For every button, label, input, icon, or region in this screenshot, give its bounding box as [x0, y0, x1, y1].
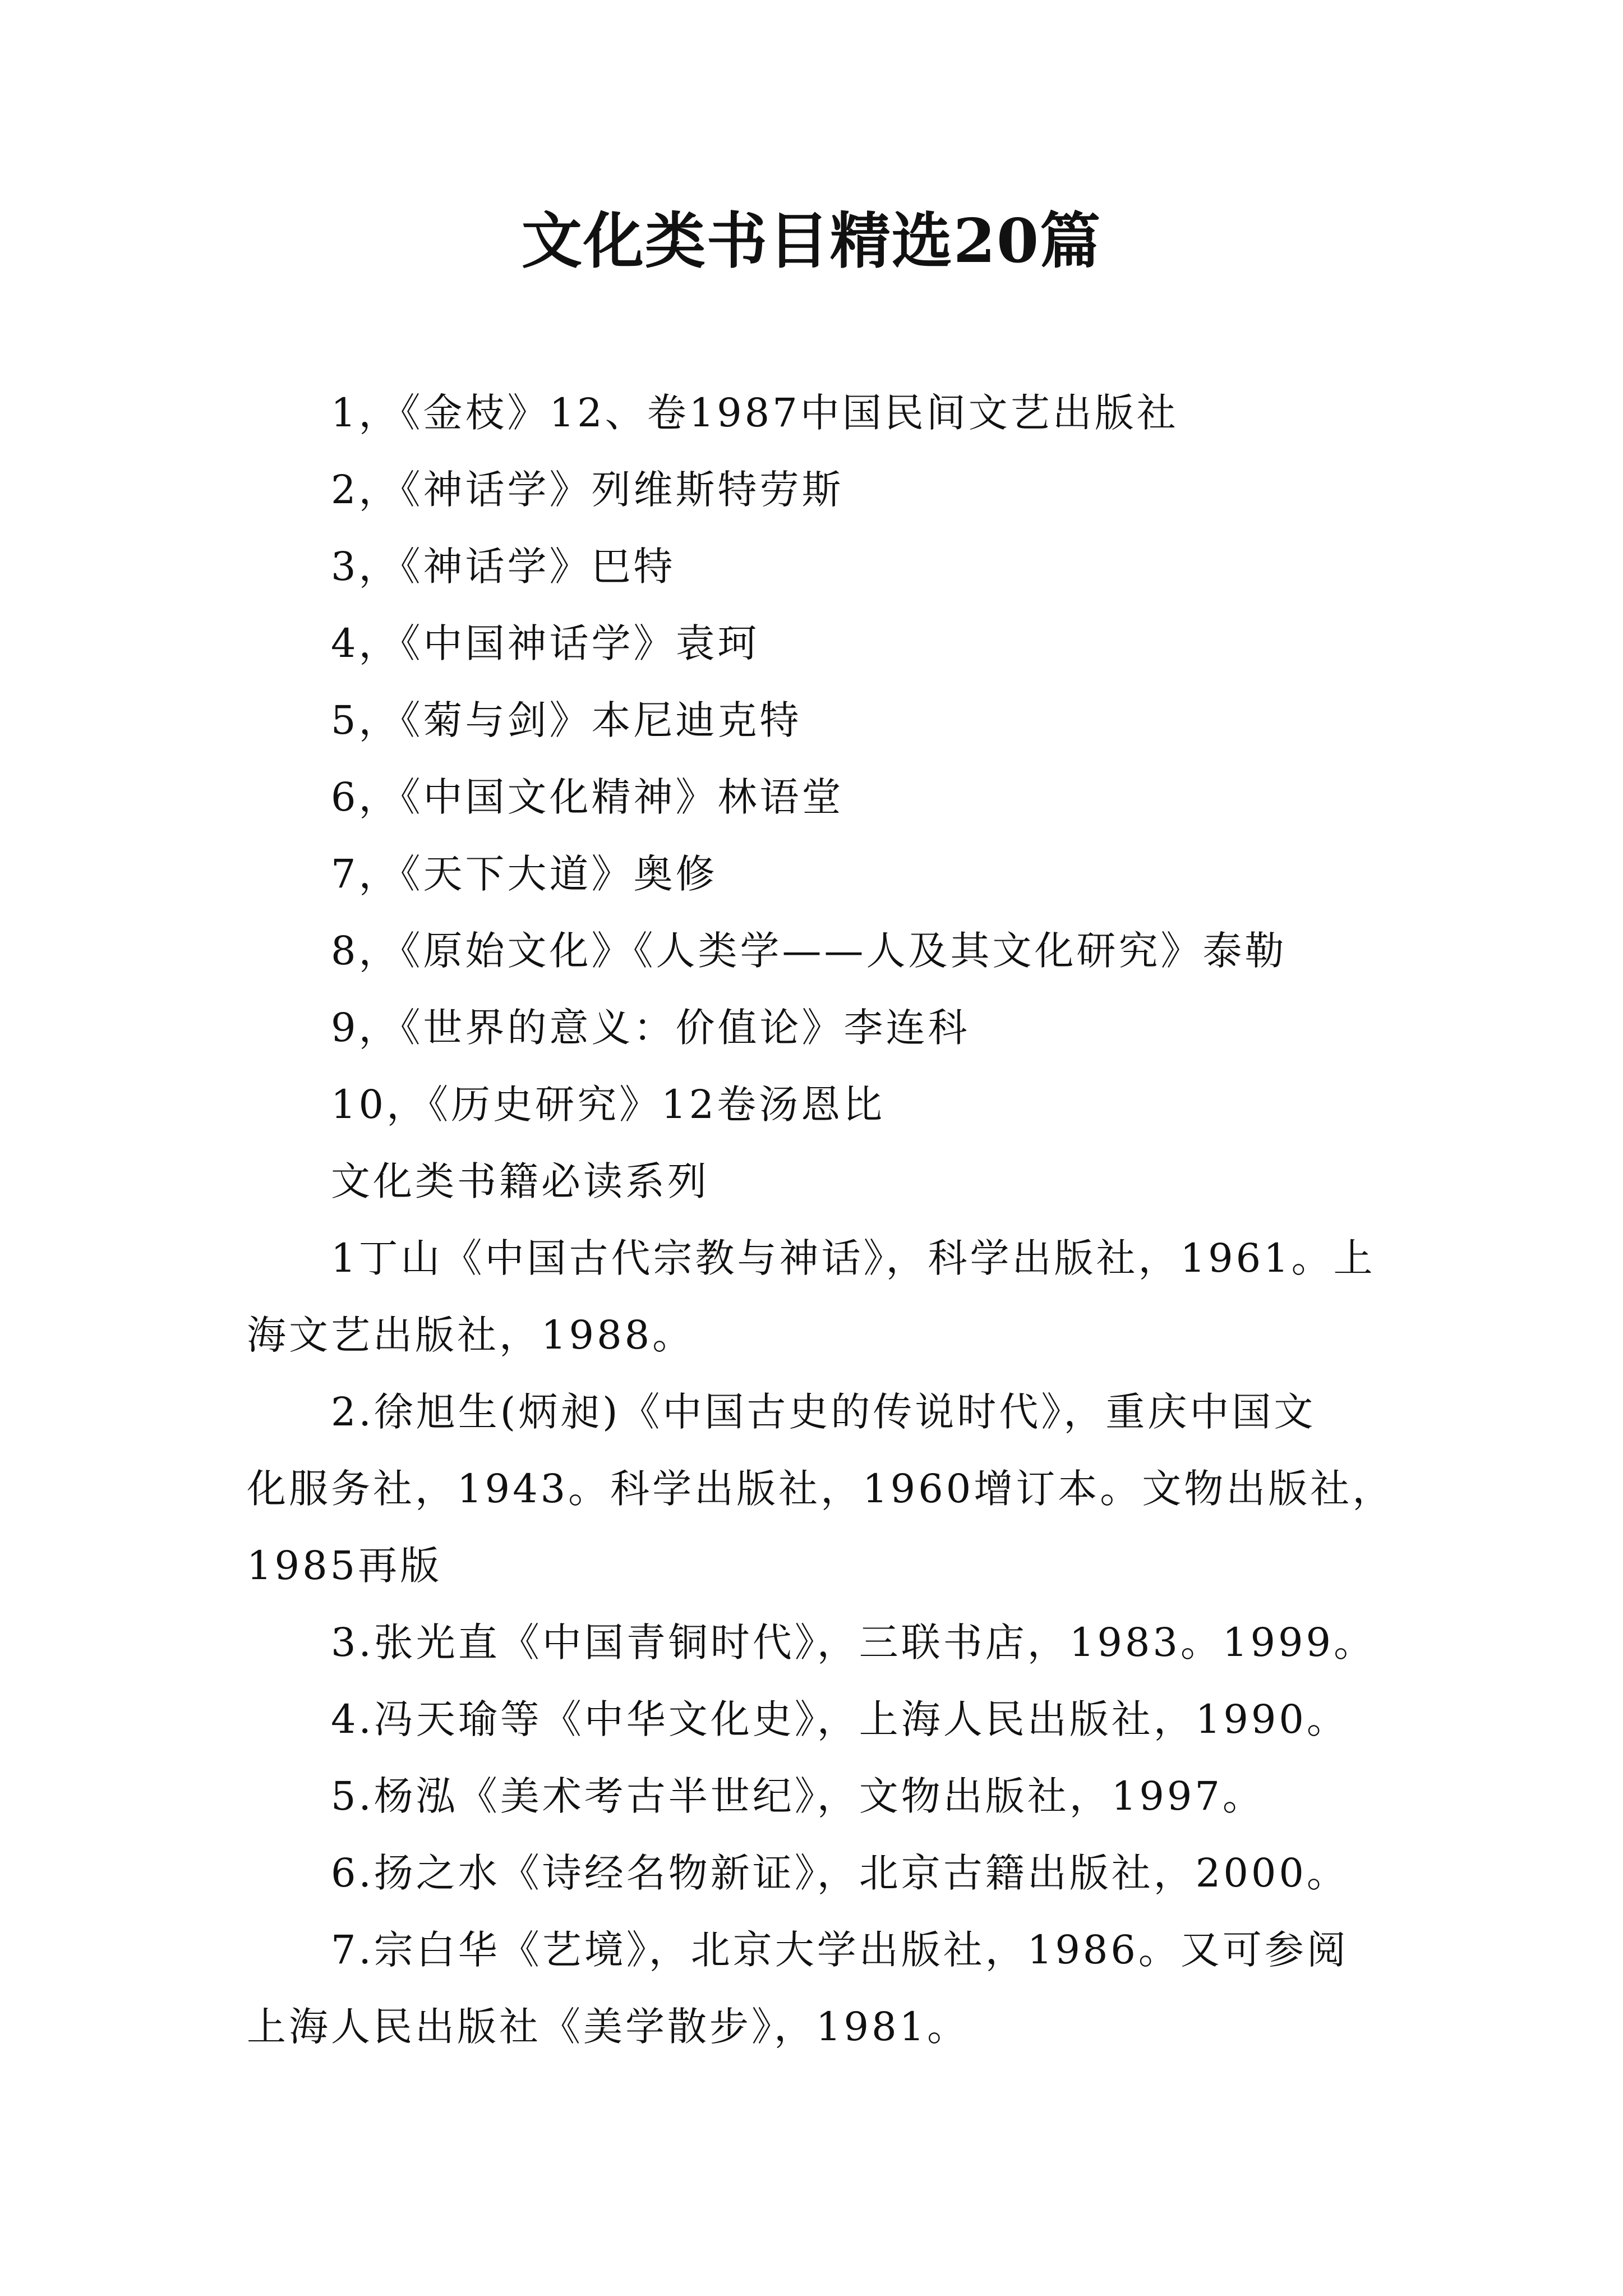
reference-entry-line: 化服务社，1943。科学出版社，1960增订本。文物出版社， [247, 1466, 1395, 1512]
list-item: 10，《历史研究》12卷汤恩比 [331, 1082, 886, 1128]
reference-entry-line: 2.徐旭生(炳昶)《中国古史的传说时代》，重庆中国文 [331, 1389, 1316, 1435]
page-title: 文化类书目精选20篇 [521, 206, 1102, 277]
list-item: 1，《金枝》12、卷1987中国民间文艺出版社 [331, 390, 1179, 436]
reference-entry-line: 3.张光直《中国青铜时代》，三联书店，1983。1999。 [331, 1619, 1376, 1665]
reference-entry-line: 7.宗白华《艺境》，北京大学出版社，1986。又可参阅 [331, 1927, 1349, 1973]
reference-entry-line: 海文艺出版社，1988。 [247, 1312, 695, 1358]
list-item: 5，《菊与剑》本尼迪克特 [331, 697, 802, 743]
reference-entry-line: 上海人民出版社《美学散步》，1981。 [247, 2004, 970, 2050]
list-item: 4，《中国神话学》袁珂 [331, 620, 760, 666]
list-item: 7，《天下大道》奥修 [331, 851, 718, 897]
list-item: 6，《中国文化精神》林语堂 [331, 774, 844, 820]
reference-entry-line: 4.冯天瑜等《中华文化史》，上海人民出版社，1990。 [331, 1696, 1349, 1742]
reference-entry-line: 1丁山《中国古代宗教与神话》，科学出版社，1961。上 [331, 1235, 1376, 1281]
document-body [247, 375, 1395, 2065]
list-item: 2，《神话学》列维斯特劳斯 [331, 467, 844, 513]
list-item: 9，《世界的意义：价值论》李连科 [331, 1005, 970, 1051]
list-item: 8，《原始文化》《人类学——人及其文化研究》泰勒 [331, 928, 1287, 974]
list-item: 3，《神话学》巴特 [331, 544, 676, 590]
reference-entry-line: 1985再版 [247, 1543, 442, 1589]
section-heading: 文化类书籍必读系列 [331, 1158, 709, 1204]
reference-entry-line: 6.扬之水《诗经名物新证》，北京古籍出版社，2000。 [331, 1850, 1349, 1896]
reference-entry-line: 5.杨泓《美术考古半世纪》，文物出版社，1997。 [331, 1773, 1265, 1819]
